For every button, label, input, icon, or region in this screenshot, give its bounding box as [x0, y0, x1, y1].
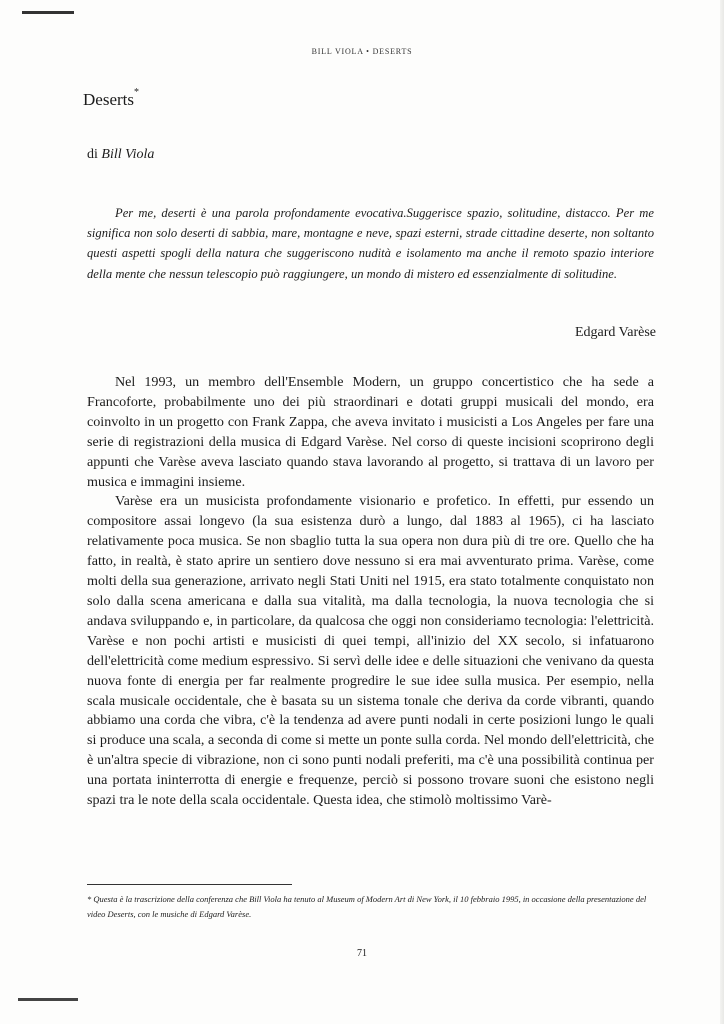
- title-text: Deserts: [83, 90, 134, 109]
- paragraph: Varèse era un musicista profondamente visionario e profetico. In effetti, pur essendo un compositore assai longevo (la sua esistenza durò a lungo, dal 1883 al 1965), ci ha lasciato relativamente poca musica. Se non sbaglio tutta la sua opera non dura più di tre ore. Quello che ha fatto, in realtà, è stato aprire un sentiero dove nessuno si era mai avventurato prima. Varèse, come molti della sua generazione, arrivato negli Stati Uniti nel 1915, era stato totalmente conquistato non solo dalla scena americana e dalla sua vitalità, ma dalla tecnologia, la nuova tecnologia che si andava sviluppando e, in particolare, da qualcosa che oggi non consideriamo tecnologia: l'elettricità. Varèse e non pochi artisti e musicisti di quei tempi, all'inizio del XX secolo, si infatuarono dell'elettricità come medium espressivo. Si servì delle idee e delle situazioni che venivano da questa nuova fonte di energia per far realmente progredire le sue idee sulla musica. Per esempio, nella scala musicale occidentale, che è basata su un sistema tonale che deriva da corde vibranti, quando abbiamo una corda che vibra, c'è la tendenza ad avere punti nodali in certe posizioni lungo le quali si produce una scala, a seconda di come si mette un ponte sulla corda. Nel mondo dell'elettricità, che è un'altra specie di vibrazione, non ci sono punti nodali preferiti, ma c'è una possibilità continua per una portata ininterrotta di energie e frequenze, perciò si possono trovare suoni che esistono negli spazi tra le note della scala occidentale. Questa idea, che stimolò moltissimo Varè-: [87, 493, 654, 809]
- body-text: [87, 373, 654, 811]
- author-name: Bill Viola: [101, 147, 155, 162]
- page-number: 71: [357, 948, 367, 959]
- page-title: [83, 87, 139, 110]
- byline: [87, 147, 154, 163]
- scan-edge-shadow: [720, 0, 724, 1024]
- footnote-marker: *: [133, 87, 139, 98]
- byline-prefix: di: [87, 147, 98, 162]
- paragraph: Nel 1993, un membro dell'Ensemble Modern, un gruppo concertistico che ha sede a Francoforte, probabilmente uno dei più straordinari e dotati gruppi musicali del mondo, era coinvolto in un progetto con Frank Zappa, che aveva invitato i musicisti a Los Angeles per fare una serie di registrazioni della musica di Edgard Varèse. Nel corso di queste incisioni scoprirono degli appunti che Varèse aveva lasciato quando stava lavorando al progetto, si trattava di un lavoro per musica e immagini insieme.: [87, 374, 654, 490]
- footnote-divider: [87, 884, 292, 885]
- scan-edge-mark-bottom: [18, 998, 78, 1001]
- running-head: BILL VIOLA • DESERTS: [311, 47, 413, 56]
- epigraph-author: Edgard Varèse: [575, 325, 656, 340]
- footnote: * Questa è la trascrizione della conferenza che Bill Viola ha tenuto al Museum of Modern Art di New York, il 10 febbraio 1995, in occasione della presentazione del video Deserts, con le musiche di Edgard Varèse.: [87, 894, 647, 919]
- epigraph-quote: Per me, deserti è una parola profondamente evocativa.Suggerisce spazio, solitudine, distacco. Per me significa non solo deserti di sabbia, mare, montagne e neve, spazi esterni, strade cittadine deserte, non soltanto questi aspetti spogli della natura che suggeriscono nudità e isolamento ma anche il remoto spazio interiore della mente che nessun telescopio può raggiungere, un mondo di mistero ed essenzialmente di solitudine.: [87, 206, 654, 281]
- scan-edge-mark-top: [22, 11, 74, 14]
